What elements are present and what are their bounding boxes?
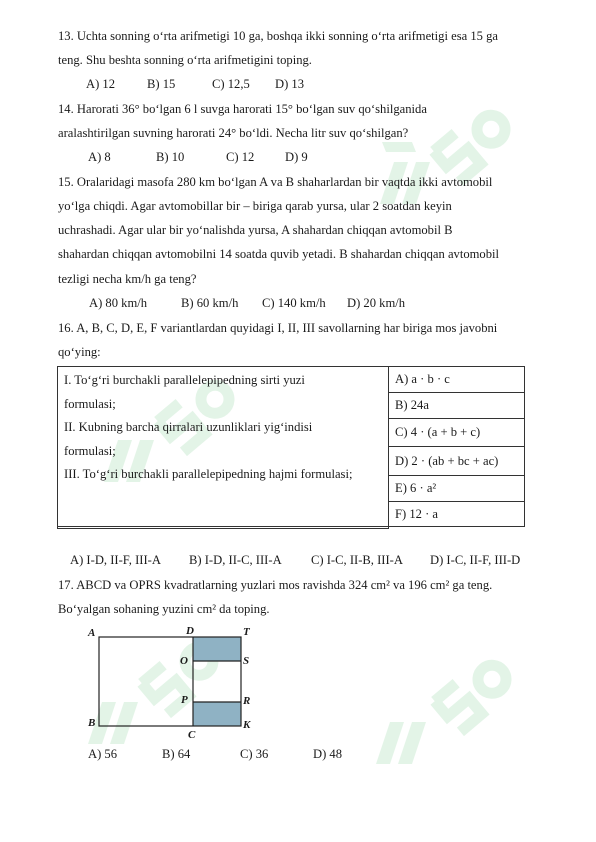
q16-questions-cell (58, 367, 389, 527)
q16-option-a[interactable]: A) I-D, II-F, III-A (70, 553, 161, 567)
q17-label-b: B (88, 717, 96, 729)
q16-text-line1: 16. A, B, C, D, E, F variantlardan quyidagi I, II, III savollarning har biriga mos javobni (58, 321, 498, 335)
q17-label-k: K (243, 719, 251, 731)
q16-answer-a: A) a · b · c (389, 367, 525, 393)
q17-text-line1: 17. ABCD va OPRS kvadratlarning yuzlari mos ravishda 324 cm² va 196 cm² ga teng. (58, 578, 493, 592)
q17-shaded-bottom (193, 702, 241, 726)
q17-label-r: R (243, 695, 251, 707)
q17-label-d: D (186, 625, 194, 637)
q17-label-o: O (180, 655, 188, 667)
q17-label-t: T (243, 626, 250, 638)
q15-option-d[interactable]: D) 20 km/h (347, 296, 406, 310)
q14-text-line2: aralashtirilgan suvning harorati 24° bo‘ldi. Necha litr suv qo‘shilgan? (58, 126, 409, 140)
q16-matching-table (57, 366, 525, 529)
q13-option-a[interactable]: A) 12 (86, 77, 116, 91)
q13-option-d[interactable]: D) 13 (275, 77, 305, 91)
q17-label-c: C (188, 729, 196, 741)
q16-text-line2: qo‘ying: (58, 345, 101, 359)
q16-question-1b: formulasi; (64, 396, 116, 411)
q14-option-c[interactable]: C) 12 (226, 150, 255, 164)
q16-question-2a: II. Kubning barcha qirralari uzunliklari yig‘indisi (64, 420, 313, 434)
q15-text-line3: uchrashadi. Agar ular bir yo‘nalishda yursa, A shahardan chiqqan avtomobil B (58, 223, 453, 237)
q16-table-spacer (58, 527, 389, 529)
q16-option-d[interactable]: D) I-C, II-F, III-D (430, 553, 521, 567)
q15-option-a[interactable]: A) 80 km/h (89, 296, 148, 310)
q15-text-line2: yo‘lga chiqdi. Agar avtomobillar bir – biriga qarab yursa, ular 2 soatdan keyin (58, 199, 452, 213)
q17-label-s: S (243, 655, 250, 667)
q13-option-c[interactable]: C) 12,5 (212, 77, 250, 91)
q17-option-a[interactable]: A) 56 (88, 747, 118, 761)
q17-label-a: A (88, 627, 96, 639)
q14-text-line1: 14. Harorati 36° bo‘lgan 6 l suvga harorati 15° bo‘lgan suv qo‘shilganida (58, 102, 427, 116)
q16-option-c[interactable]: C) I-C, II-B, III-A (311, 553, 403, 567)
q15-text-line4: shahardan chiqqan avtomobilni 14 soatda quvib yetadi. B shahardan chiqqan avtomobil (58, 247, 500, 261)
q13-text-line1: 13. Uchta sonning o‘rta arifmetigi 10 ga, boshqa ikki sonning o‘rta arifmetigi esa 15 ga (58, 29, 498, 43)
q15-option-b[interactable]: B) 60 km/h (181, 296, 239, 310)
q16-option-b[interactable]: B) I-D, II-C, III-A (189, 553, 282, 567)
q16-answer-d: D) 2 · (ab + bc + ac) (389, 447, 525, 476)
q13-text-line2: teng. Shu beshta sonning o‘rta arifmetigini toping. (58, 53, 312, 67)
watermark-logo-bottom-right (368, 632, 528, 772)
q17-option-b[interactable]: B) 64 (162, 747, 191, 761)
q13-option-b[interactable]: B) 15 (147, 77, 176, 91)
q16-question-2b: formulasi; (64, 443, 116, 458)
q16-question-1a: I. To‘g‘ri burchakli parallelepipedning sirti yuzi (64, 373, 305, 387)
q16-answer-f: F) 12 · a (389, 502, 525, 527)
q15-text-line1: 15. Oralaridagi masofa 280 km bo‘lgan A va B shaharlardan bir vaqtda ikki avtomobil (58, 175, 493, 189)
q14-option-a[interactable]: A) 8 (88, 150, 111, 164)
q16-question-3: III. To‘g‘ri burchakli parallelepipedning hajmi formulasi; (64, 467, 353, 481)
q16-answer-e: E) 6 · a² (389, 476, 525, 502)
q15-text-line5: tezligi necha km/h ga teng? (58, 272, 197, 286)
q17-figure (80, 622, 270, 744)
q16-answer-b: B) 24a (389, 393, 525, 419)
q17-option-c[interactable]: C) 36 (240, 747, 269, 761)
q15-option-c[interactable]: C) 140 km/h (262, 296, 326, 310)
q14-option-d[interactable]: D) 9 (285, 150, 308, 164)
q17-shaded-top (193, 637, 241, 661)
q14-option-b[interactable]: B) 10 (156, 150, 185, 164)
q17-label-p: P (181, 694, 188, 706)
q17-text-line2: Bo‘yalgan sohaning yuzini cm² da toping. (58, 602, 270, 616)
q17-option-d[interactable]: D) 48 (313, 747, 343, 761)
q16-answer-c: C) 4 · (a + b + c) (389, 419, 525, 447)
